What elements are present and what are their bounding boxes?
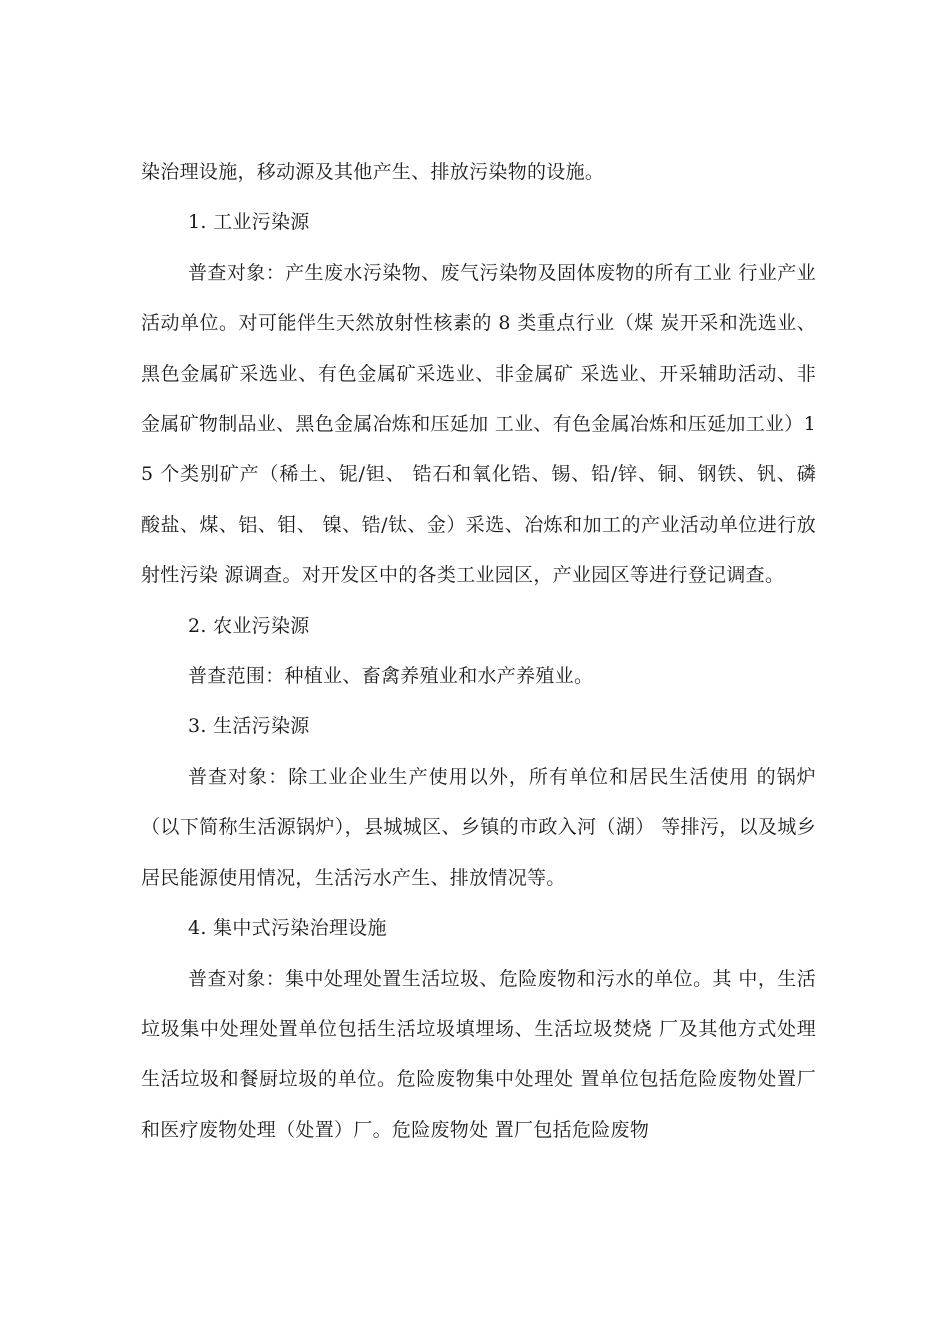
paragraph-centralized-treatment-scope: 普查对象：集中处理处置生活垃圾、危险废物和污水的单位。其 中，生活垃圾集中处理处置单位包括生活垃圾填埋场、生活垃圾焚烧 厂及其他方式处理生活垃圾和餐厨垃圾的单位。危险废物集中处理处 置单位包括危险废物处置厂和医疗废物处理（处置）厂。危险废物处 置厂包括危险废物: [141, 967, 816, 1141]
section-heading-industrial: 1. 工业污染源: [188, 211, 310, 234]
paragraph-continuation: 染治理设施，移动源及其他产生、排放污染物的设施。: [141, 161, 605, 183]
section-heading-domestic: 3. 生活污染源: [188, 715, 310, 738]
document-body: [141, 147, 816, 1155]
paragraph-industrial-scope: 普查对象：产生废水污染物、废气污染物及固体废物的所有工业 行业产业活动单位。对可能伴生天然放射性核素的 8 类重点行业（煤 炭开采和洗选业、黑色金属矿采选业、有色金属矿采选业、非金属矿 采选业、开采辅助活动、非金属矿物制品业、黑色金属冶炼和压延加 工业、有色金属冶炼和压延加工业）15 个类别矿产（稀土、铌/钽、 锆石和氧化锆、锡、铅/锌、铜、钢铁、钒、磷酸盐、煤、铝、钼、 镍、锆/钛、金）采选、冶炼和加工的产业活动单位进行放射性污染 源调查。对开发区中的各类工业园区，产业园区等进行登记调查。: [141, 261, 816, 587]
paragraph-agricultural-scope: 普查范围：种植业、畜禽养殖业和水产养殖业。: [188, 665, 594, 688]
section-heading-centralized-treatment: 4. 集中式污染治理设施: [188, 917, 387, 940]
section-heading-agricultural: 2. 农业污染源: [188, 614, 310, 637]
paragraph-domestic-scope: 普查对象：除工业企业生产使用以外，所有单位和居民生活使用 的锅炉（以下简称生活源锅炉），县城城区、乡镇的市政入河（湖） 等排污，以及城乡居民能源使用情况，生活污水产生、排放情况等。: [141, 765, 816, 889]
